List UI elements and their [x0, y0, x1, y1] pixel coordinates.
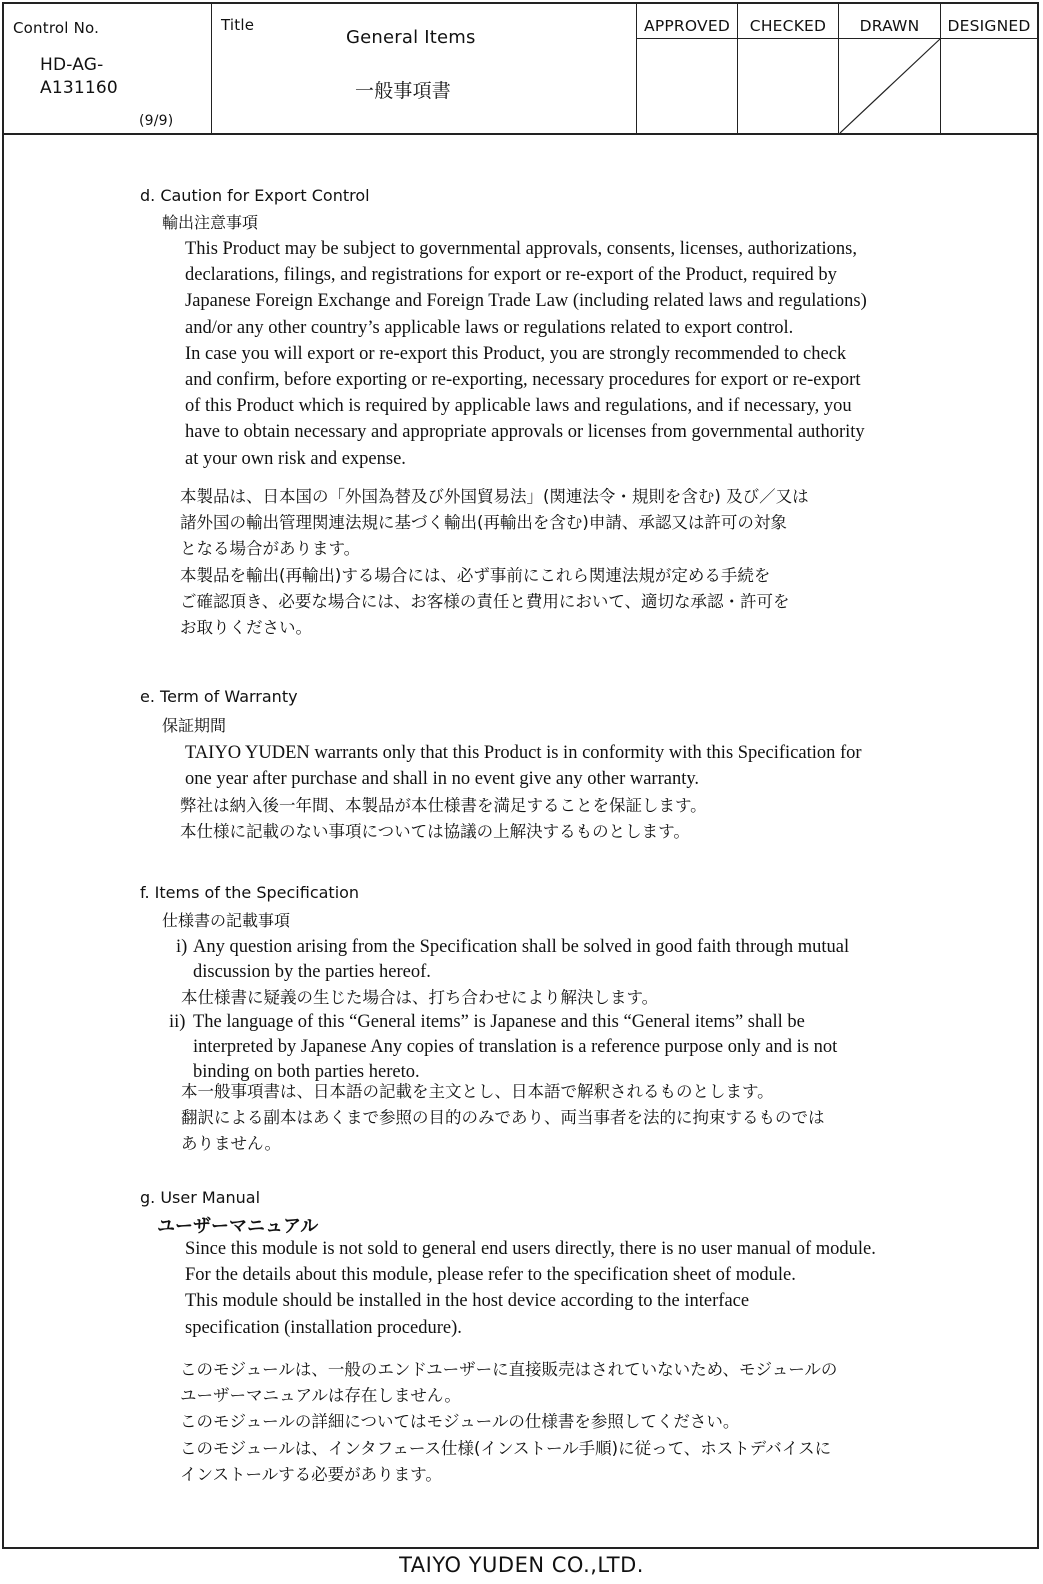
- company-footer: TAIYO YUDEN CO.,LTD.: [399, 1553, 644, 1577]
- title-cell: [212, 4, 637, 133]
- control-number-line1: HD-AG-: [40, 55, 104, 75]
- item-2-japanese-text: 本一般事項書は、日本語の記載を主文とし、日本語で解釈されるものとします。 翻訳による副本はあくまで参照の目的のみであり、両当事者を法的に拘束するものでは ありません。: [181, 1082, 825, 1154]
- control-number-cell: [4, 4, 212, 133]
- control-number-label: Control No.: [13, 19, 100, 37]
- designed-cell: [941, 4, 1037, 133]
- item-2-english-text: The language of this “General items” is Japanese and this “General items” shall be interpreted by Japanese Any copies of translation is a reference purpose only and is not binding on both parties hereto.: [193, 1012, 838, 1082]
- title-block: [4, 4, 1037, 135]
- designed-label: DESIGNED: [947, 17, 1031, 35]
- document-title-en: General Items: [346, 27, 476, 48]
- section-d-jp-heading: 輸出注意事項: [162, 213, 259, 232]
- checked-label: CHECKED: [749, 17, 827, 35]
- section-e-jp-heading: 保証期間: [162, 716, 227, 735]
- drawn-label: DRAWN: [859, 17, 920, 35]
- diagonal-strike: [839, 38, 941, 133]
- item-1-japanese-text: 本仕様書に疑義の生じた場合は、打ち合わせにより解決します。: [181, 988, 659, 1007]
- drawn-cell: [839, 4, 941, 133]
- item-1-english-text: Any question arising from the Specification shall be solved in good faith through mutual discussion by the parties hereof.: [193, 937, 850, 982]
- section-e-english-text: TAIYO YUDEN warrants only that this Product is in conformity with this Specification for one year after purchase and shall in no event give any other warranty.: [185, 743, 862, 790]
- section-f-item-2: [4, 1010, 1037, 1086]
- document-body: [4, 135, 1037, 1547]
- control-number-line2: A131160: [40, 78, 118, 98]
- section-g-heading: g. User Manual: [140, 1188, 261, 1207]
- checked-cell: [738, 4, 839, 133]
- approved-label: APPROVED: [644, 17, 730, 35]
- section-e-japanese-text: 弊社は納入後一年間、本製品が本仕様書を満足することを保証します。 本仕様に記載のない事項については協議の上解決するものとします。: [180, 796, 707, 842]
- item-2-number: ii): [169, 1012, 186, 1032]
- page-number: (9/9): [139, 113, 174, 129]
- section-d-english-text: This Product may be subject to governmental approvals, consents, licenses, authorizations, declarations, filings, and registrations for export or re-export of the Product, required by Japanese Foreign Exchange and Foreign Trade Law (including related laws and regulations) and/or any other country’s applicable laws or regulations related to export control. In case you will export or re-export this Product, you are strongly recommended to check and confirm, before exporting or re-exporting, necessary procedures for export or re-export of this Product which is required by applicable laws and regulations, and if necessary, you have to obtain necessary and appropriate approvals or licenses from governmental authority at your own risk and expense.: [185, 239, 867, 469]
- section-d-heading: d. Caution for Export Control: [140, 186, 370, 205]
- section-g-japanese-text: このモジュールは、一般のエンドユーザーに直接販売はされていないため、モジュールの ユーザーマニュアルは存在しません。 このモジュールの詳細についてはモジュールの仕様書を参照してください。 このモジュールは、インタフェース仕様(インストール手順)に従って、ホストデバイスに インストールする必要があります。: [180, 1360, 838, 1484]
- title-label: Title: [221, 16, 255, 34]
- section-f-item-1: [4, 935, 1037, 985]
- section-d-japanese-text: 本製品は、日本国の「外国為替及び外国貿易法」(関連法令・規則を含む) 及び／又は 諸外国の輸出管理関連法規に基づく輸出(再輸出を含む)申請、承認又は許可の対象 となる場合があります。 本製品を輸出(再輸出)する場合には、必ず事前にこれら関連法規が定める手続を ご確認頂き、必要な場合には、お客様の責任と費用において、適切な承認・許可を お取りください。: [180, 487, 809, 638]
- approved-cell: [637, 4, 738, 133]
- section-f-jp-heading: 仕様書の記載事項: [162, 911, 291, 930]
- document-frame: [2, 2, 1039, 1549]
- section-e-heading: e. Term of Warranty: [140, 687, 298, 706]
- section-g-english-text: Since this module is not sold to general end users directly, there is no user manual of module. For the details about this module, please refer to the specification sheet of module. This module should be installed in the host device according to the interface specification (installation procedure).: [185, 1239, 876, 1338]
- section-g-jp-heading: ユーザーマニュアル: [157, 1216, 319, 1237]
- item-1-number: i): [176, 937, 188, 957]
- section-f-heading: f. Items of the Specification: [140, 883, 360, 902]
- document-title-jp: 一般事項書: [355, 80, 452, 102]
- stamp-row-divider: [637, 38, 1037, 39]
